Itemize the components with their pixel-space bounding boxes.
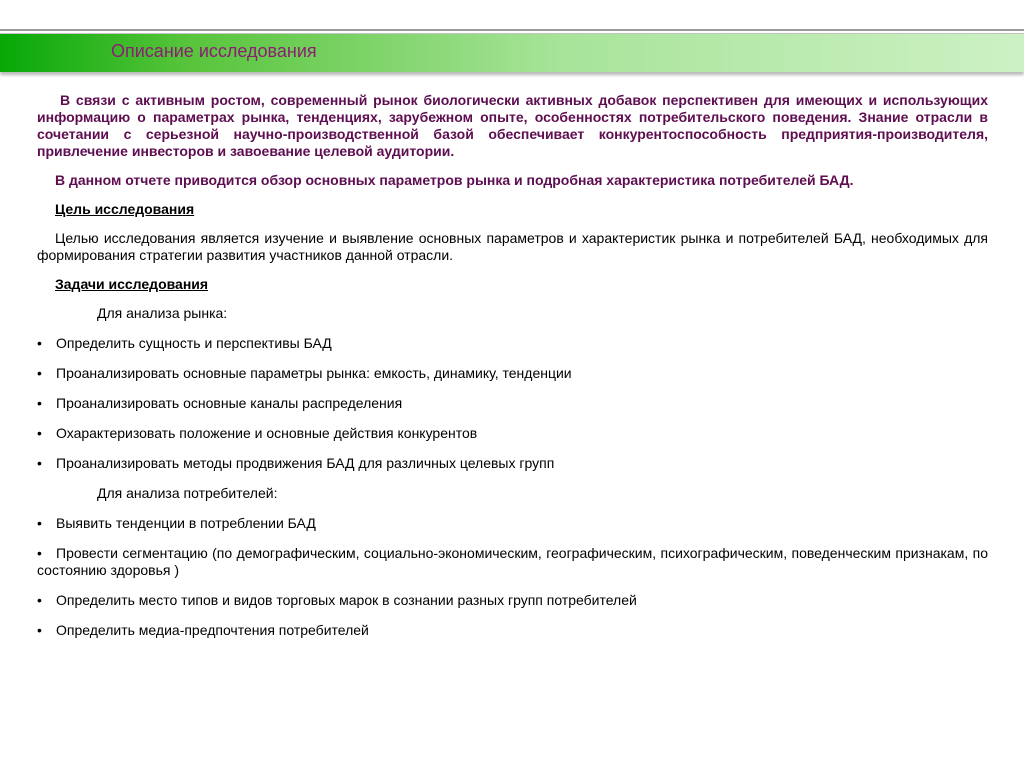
market-task-text: Проанализировать основные параметры рынка: емкость, динамику, тенденции (56, 365, 572, 381)
bullet-icon: • (37, 455, 42, 471)
goal-paragraph: Целью исследования является изучение и выявление основных параметров и характеристик рынка и потребителей БАД, необходимых для формирования стратегии развития участников данной отрасли. (37, 230, 988, 263)
market-task-text: Проанализировать основные каналы распределения (56, 395, 403, 411)
consumer-analysis-label: Для анализа потребителей: (97, 485, 278, 501)
consumer-task-item (37, 515, 988, 532)
market-task-item (37, 455, 988, 472)
bullet-icon: • (37, 592, 42, 608)
goal-heading: Цель исследования (55, 201, 195, 217)
bullet-icon: • (37, 515, 42, 531)
market-task-text: Определить сущность и перспективы БАД (56, 335, 332, 351)
market-task-item (37, 395, 988, 412)
bullet-icon: • (37, 425, 42, 441)
market-analysis-label: Для анализа рынка: (97, 305, 228, 321)
top-rule (0, 29, 1024, 31)
market-task-item (37, 425, 988, 442)
slide-title: Описание исследования (111, 41, 317, 61)
consumer-task-text: Определить место типов и видов торговых марок в сознании разных групп потребителей (56, 592, 637, 608)
consumer-task-text: Выявить тенденции в потреблении БАД (56, 515, 316, 531)
market-task-text: Охарактеризовать положение и основные действия конкурентов (56, 425, 478, 441)
consumer-task-text: Определить медиа-предпочтения потребителей (56, 622, 369, 638)
consumer-task-item (37, 545, 988, 579)
consumer-task-item (37, 622, 988, 639)
bullet-icon: • (37, 335, 42, 351)
tasks-heading: Задачи исследования (55, 276, 209, 292)
market-task-text: Проанализировать методы продвижения БАД для различных целевых групп (56, 455, 555, 471)
market-task-item (37, 365, 988, 382)
bullet-icon: • (37, 622, 42, 638)
intro-paragraph: В связи с активным ростом, современный рынок биологически активных добавок перспективен для имеющих и использующих информацию о параметрах рынка, тенденциях, зарубежном опыте, особенностях потребительского поведения. Знание отрасли в сочетании с серьезной научно-производственной базой обеспечивает конкурентоспособность предприятия-производителя, привлечение инвесторов и завоевание целевой аудитории. (37, 92, 988, 159)
bullet-icon: • (37, 365, 42, 381)
slide-content (37, 92, 988, 652)
bullet-icon: • (37, 395, 42, 411)
bullet-icon: • (37, 545, 42, 561)
market-task-item (37, 335, 988, 352)
consumer-task-text: Провести сегментацию (по демографическим, социально-экономическим, географическим, психографическим, поведенческим признакам, по состоянию здоровья ) (37, 545, 988, 578)
consumer-task-item (37, 592, 988, 609)
report-summary-paragraph: В данном отчете приводится обзор основных параметров рынка и подробная характеристика потребителей БАД. (55, 172, 854, 188)
